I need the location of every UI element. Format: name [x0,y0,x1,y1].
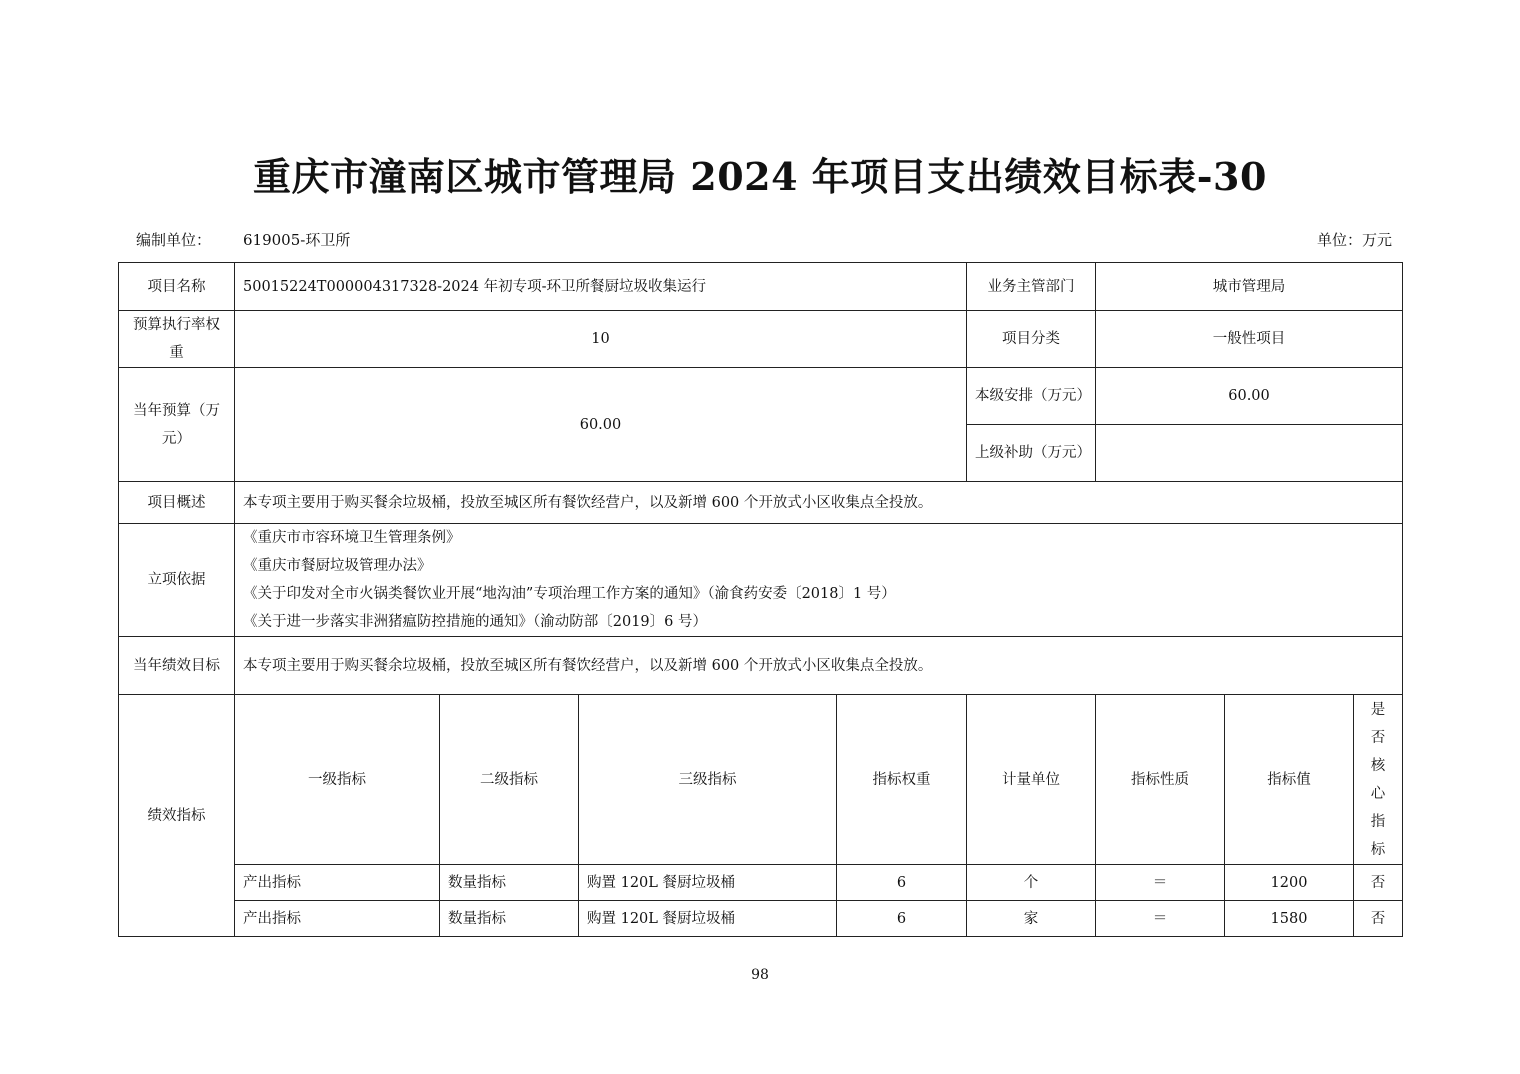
local-allocation-value: 60.00 [1096,368,1403,425]
row-project-name [119,263,1403,311]
upper-subsidy-label: 上级补助（万元） [967,425,1096,482]
header-value: 指标值 [1225,695,1354,865]
header-nature: 指标性质 [1096,695,1225,865]
goal-label: 当年绩效目标 [119,637,235,695]
basis-item: 《重庆市餐厨垃圾管理办法》 [243,558,432,574]
cell-level1: 产出指标 [235,901,440,937]
goal-value: 本专项主要用于购买餐余垃圾桶，投放至城区所有餐饮经营户，以及新增 600 个开放式小区收集点全投放。 [235,637,1403,695]
page-title: 重庆市潼南区城市管理局 2024 年项目支出绩效目标表-30 [253,154,1267,199]
local-allocation-label: 本级安排（万元） [967,368,1096,425]
budget-rate-label: 预算执行率权重 [119,311,235,368]
header-weight: 指标权重 [837,695,967,865]
cell-core: 否 [1354,865,1403,901]
dept-value: 城市管理局 [1096,263,1403,311]
cell-level1: 产出指标 [235,865,440,901]
overview-label: 项目概述 [119,482,235,524]
cell-level3: 购置 120L 餐厨垃圾桶 [579,865,837,901]
upper-subsidy-value [1096,425,1403,482]
header-level3: 三级指标 [579,695,837,865]
basis-label: 立项依据 [119,524,235,637]
overview-value: 本专项主要用于购买餐余垃圾桶，投放至城区所有餐饮经营户，以及新增 600 个开放式小区收集点全投放。 [235,482,1403,524]
row-overview [119,482,1403,524]
row-annual-budget [119,368,1403,425]
category-label: 项目分类 [967,311,1096,368]
page-number: 98 [751,967,769,983]
header-level1: 一级指标 [235,695,440,865]
category-value: 一般性项目 [1096,311,1403,368]
budget-rate-value: 10 [235,311,967,368]
basis-item: 《关于进一步落实非洲猪瘟防控措施的通知》（渝动防部〔2019〕6 号） [243,614,707,630]
dept-label: 业务主管部门 [967,263,1096,311]
compile-unit-label: 编制单位： [136,231,212,249]
cell-nature: ＝ [1096,901,1225,937]
cell-unit: 个 [967,865,1096,901]
table-row [119,901,1403,937]
basis-list [235,524,1403,637]
project-name-label: 项目名称 [119,263,235,311]
cell-unit: 家 [967,901,1096,937]
cell-level3: 购置 120L 餐厨垃圾桶 [579,901,837,937]
indicators-label: 绩效指标 [119,695,235,937]
indicator-header-row [119,695,1403,865]
cell-value: 1200 [1225,865,1354,901]
basis-item: 《重庆市市容环境卫生管理条例》 [243,530,461,546]
annual-budget-label: 当年预算（万元） [119,368,235,482]
header-level2: 二级指标 [440,695,579,865]
currency-unit: 单位：万元 [1316,231,1392,249]
row-goal [119,637,1403,695]
table-row [119,865,1403,901]
cell-core: 否 [1354,901,1403,937]
row-basis [119,524,1403,637]
cell-level2: 数量指标 [440,865,579,901]
header-core: 是否核心指标 [1370,701,1386,858]
cell-weight: 6 [837,865,967,901]
cell-level2: 数量指标 [440,901,579,937]
performance-target-table [118,262,1403,937]
header-unit: 计量单位 [967,695,1096,865]
cell-nature: ＝ [1096,865,1225,901]
cell-value: 1580 [1225,901,1354,937]
project-name-value: 50015224T000004317328-2024 年初专项-环卫所餐厨垃圾收集运行 [235,263,967,311]
annual-budget-value: 60.00 [235,368,967,482]
cell-weight: 6 [837,901,967,937]
compile-unit-value: 619005-环卫所 [243,231,351,249]
basis-item: 《关于印发对全市火锅类餐饮业开展“地沟油”专项治理工作方案的通知》（渝食药安委〔2018〕1 号） [243,586,896,602]
row-budget-rate [119,311,1403,368]
